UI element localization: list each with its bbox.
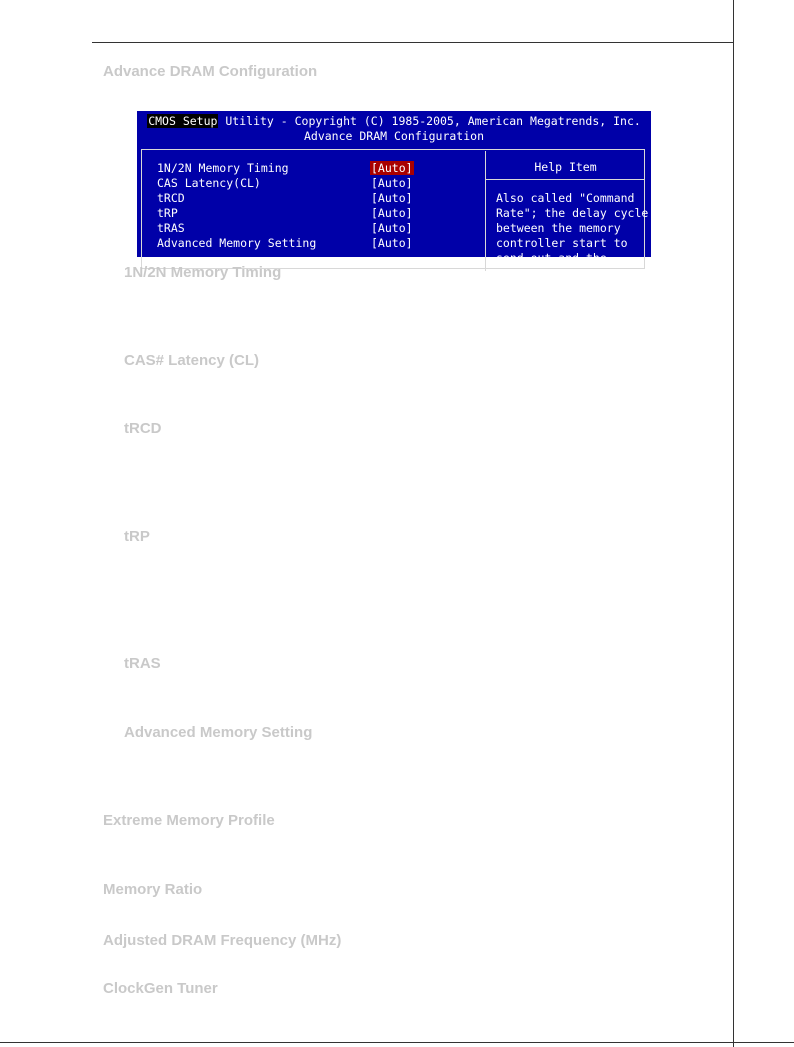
bottom-rule [0,1042,794,1043]
heading-clockgen-tuner: ClockGen Tuner [103,980,218,997]
bios-item-value[interactable]: [Auto] [371,191,413,205]
bios-title-rest: Utility - Copyright (C) 1985-2005, American Megatrends, Inc. [218,114,641,128]
heading-extreme-memory-profile: Extreme Memory Profile [103,812,275,829]
bios-item-value[interactable]: [Auto] [371,161,413,175]
bios-help-line: between the memory [496,221,621,235]
bios-help-line: controller start to [496,236,628,250]
bios-item-label[interactable]: tRP [157,206,178,220]
heading-adjusted-dram-frequency: Adjusted DRAM Frequency (MHz) [103,932,342,949]
bios-help-title: Help Item [534,160,597,174]
subheading-tras: tRAS [124,655,161,672]
side-rule [733,0,734,1047]
bios-item-value[interactable]: [Auto] [371,236,413,250]
bios-title-highlight: CMOS Setup [148,114,218,128]
bios-screenshot [137,111,651,265]
bios-help-separator [486,179,645,180]
bios-item-label[interactable]: Advanced Memory Setting [157,236,317,250]
bios-help-line: Also called "Command [496,191,635,205]
heading-memory-ratio: Memory Ratio [103,881,203,898]
subheading-cas-latency: CAS# Latency (CL) [124,352,260,369]
bios-item-value[interactable]: [Auto] [371,206,413,220]
bios-item-value[interactable]: [Auto] [371,221,413,235]
bios-item-label[interactable]: CAS Latency(CL) [157,176,261,190]
bios-help-line: Rate"; the delay cycle [496,206,649,220]
bios-title [137,114,651,128]
bios-subtitle: Advance DRAM Configuration [303,129,484,143]
subheading-memory-timing: 1N/2N Memory Timing [124,264,282,281]
bios-item-label[interactable]: tRCD [157,191,185,205]
subheading-advanced-memory-setting: Advanced Memory Setting [124,724,313,741]
subheading-trp: tRP [124,528,150,545]
section-title: Advance DRAM Configuration [103,63,318,80]
bios-item-label[interactable]: tRAS [157,221,185,235]
bios-item-value[interactable]: [Auto] [371,176,413,190]
bios-item-label[interactable]: 1N/2N Memory Timing [157,161,289,175]
subheading-trcd: tRCD [124,420,162,437]
top-rule [92,42,734,43]
bios-help-line: send out and the [496,251,607,265]
